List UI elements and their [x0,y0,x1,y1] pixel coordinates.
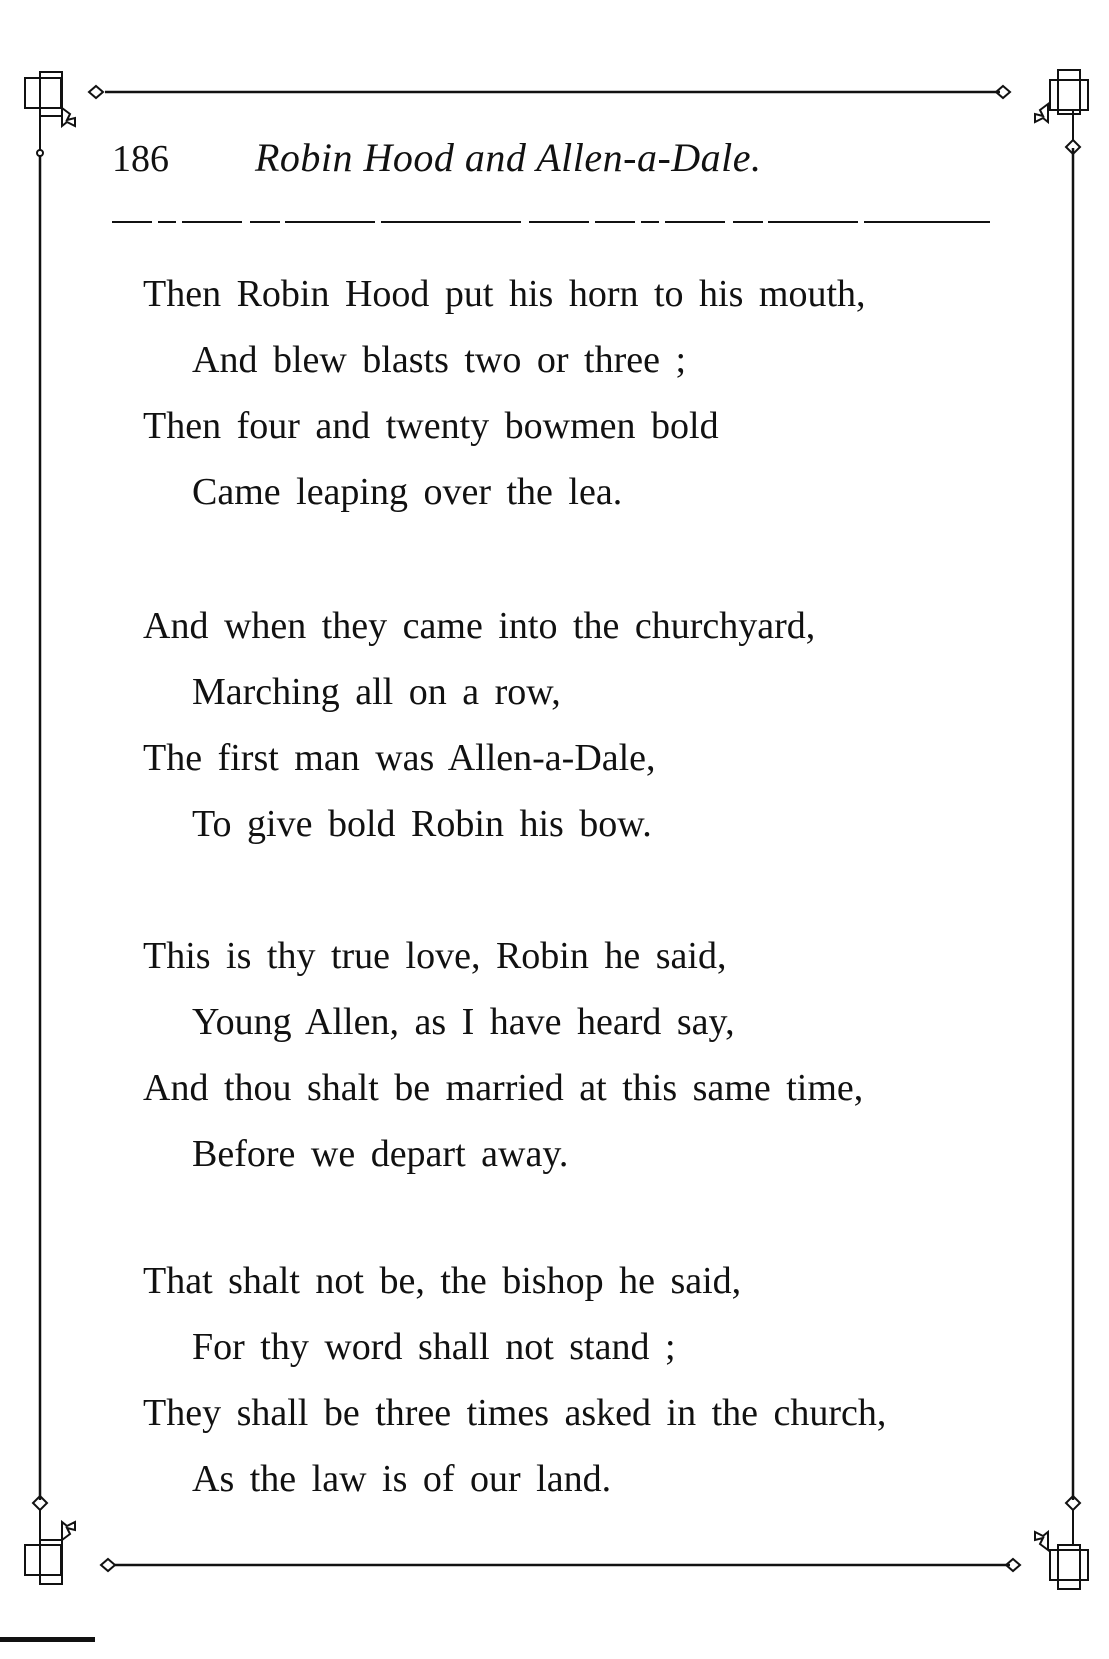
poem-line: And when they came into the churchyard, [143,605,816,647]
poem-line: And thou shalt be married at this same time, [143,1067,864,1109]
poem-line: And blew blasts two or three ; [192,339,687,381]
running-title: Robin Hood and Allen-a-Dale. [255,135,762,180]
poem-line: They shall be three times asked in the church, [143,1392,887,1434]
corner-ornament-top-left-icon [25,72,103,156]
poem-line: This is thy true love, Robin he said, [143,935,727,977]
poem-line: Then four and twenty bowmen bold [143,405,719,447]
corner-ornament-bottom-left-icon [25,1496,115,1584]
poem-line: Before we depart away. [192,1133,569,1175]
poem-line: Then Robin Hood put his horn to his mouth, [143,273,866,315]
poem-line: Young Allen, as I have heard say, [192,1001,735,1043]
poem-line: Came leaping over the lea. [192,471,623,513]
poem-line: To give bold Robin his bow. [192,803,652,845]
poem-line: For thy word shall not stand ; [192,1326,676,1368]
footer-rule [0,1637,95,1642]
poem-line: As the law is of our land. [192,1458,612,1500]
corner-ornament-top-right-icon [996,70,1088,154]
corner-ornament-bottom-right-icon [1006,1496,1088,1589]
poem-line: Marching all on a row, [192,671,561,713]
poem-line: That shalt not be, the bishop he said, [143,1260,742,1302]
page-number: 186 [112,138,169,180]
poem-line: The first man was Allen-a-Dale, [143,737,656,779]
